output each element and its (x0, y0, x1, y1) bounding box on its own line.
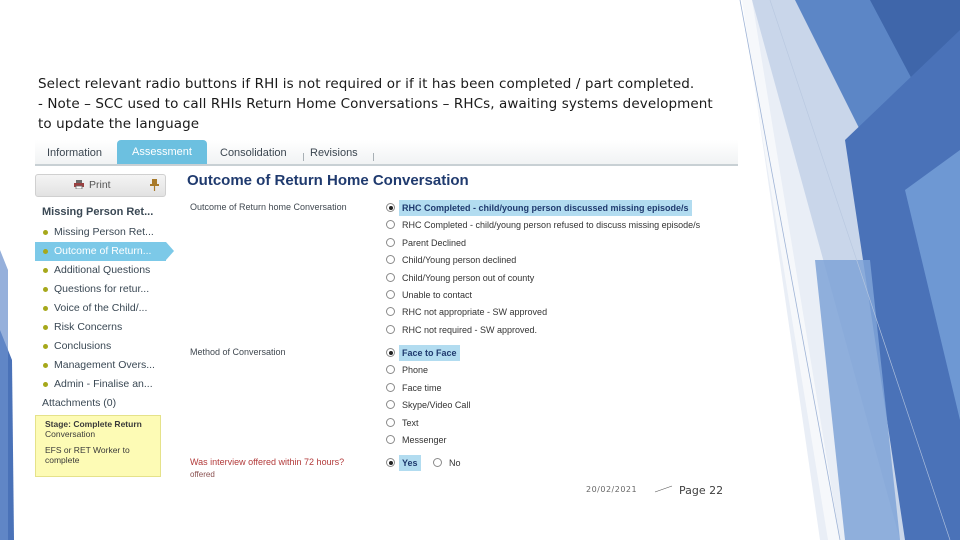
stage-worker-cont: complete (45, 455, 80, 465)
bullet-icon (43, 344, 48, 349)
sidebar-item-label: Management Overs... (54, 359, 155, 371)
radio-option-label: Phone (402, 365, 429, 376)
radio-option-label: Child/Young person declined (402, 255, 517, 266)
sidebar-item-voice-of-child[interactable] (35, 299, 166, 318)
bullet-icon (43, 325, 48, 330)
question-72h-sublabel: offered (190, 470, 215, 479)
app-screenshot (35, 140, 738, 485)
sidebar-item-management-oversight[interactable] (35, 356, 166, 375)
radio-indicator[interactable] (386, 418, 395, 427)
sidebar-item-label: Outcome of Return... (54, 245, 152, 257)
tab-information[interactable]: Information (47, 143, 119, 164)
page-title: Outcome of Return Home Conversation (187, 172, 469, 189)
sidebar-item-admin[interactable] (35, 375, 166, 394)
sidebar-title: Missing Person Ret... (42, 206, 154, 218)
sidebar-item-label: Missing Person Ret... (54, 226, 154, 238)
radio-indicator[interactable] (386, 307, 395, 316)
sidebar (35, 174, 166, 485)
radio-option-label: Child/Young person out of county (402, 272, 535, 283)
radio-option-label: Messenger (402, 435, 447, 445)
stage-label: Stage: Complete Return (45, 419, 142, 429)
radio-indicator[interactable] (386, 255, 395, 264)
bullet-icon (43, 287, 48, 292)
sidebar-item-label: Additional Questions (54, 264, 151, 276)
radio-yes-label: Yes (399, 455, 421, 471)
tab-bar (35, 140, 738, 166)
tab-revisions[interactable]: Revisions (310, 143, 370, 164)
radio-indicator[interactable] (386, 203, 395, 212)
tab-assessment[interactable]: Assessment (117, 140, 207, 164)
radio-option-label: RHC Completed - child/young person discussed missing episode/s (399, 200, 692, 216)
radio-option-label: Skype/Video Call (402, 400, 471, 411)
bullet-icon (43, 249, 48, 254)
radio-indicator[interactable] (386, 435, 395, 444)
radio-indicator[interactable] (433, 458, 442, 467)
radio-indicator[interactable] (386, 400, 395, 409)
radio-option-label: RHC not appropriate - SW approved (402, 307, 548, 318)
radio-option-label: Face to Face (399, 345, 460, 361)
stage-worker: EFS or RET Worker to (45, 445, 130, 455)
radio-option-label: Text (402, 417, 419, 428)
sidebar-item-conclusions[interactable] (35, 337, 166, 356)
footer-page-number: Page 22 (679, 484, 724, 497)
print-bar (35, 174, 166, 197)
radio-indicator[interactable] (386, 273, 395, 282)
sidebar-item-label: Voice of the Child/... (54, 302, 148, 314)
question-outcome-label: Outcome of Return home Conversation (190, 202, 347, 212)
bullet-icon (43, 268, 48, 273)
radio-option-label: RHC Completed - child/young person refused to discuss missing episode/s (402, 220, 701, 231)
bullet-icon (43, 306, 48, 311)
printer-icon[interactable] (74, 180, 84, 189)
radio-indicator[interactable] (386, 348, 395, 357)
attachments-link[interactable]: Attachments (0) (42, 397, 117, 409)
print-button[interactable]: Print (89, 179, 111, 191)
radio-indicator[interactable] (386, 220, 395, 229)
footer-date: 20/02/2021 (586, 485, 638, 494)
instruction-line: - Note – SCC used to call RHIs Return Home Conversations – RHCs, awaiting systems development (38, 96, 713, 112)
sidebar-item-questions-for-return[interactable] (35, 280, 166, 299)
radio-indicator[interactable] (386, 238, 395, 247)
question-method-label: Method of Conversation (190, 347, 286, 357)
radio-option-label: Unable to contact (402, 290, 473, 300)
radio-indicator[interactable] (386, 365, 395, 374)
stage-info-box (35, 415, 161, 477)
sidebar-item-missing-person[interactable] (35, 223, 166, 242)
radio-indicator[interactable] (386, 325, 395, 334)
bullet-icon (43, 363, 48, 368)
radio-option-label: Face time (402, 382, 442, 393)
instruction-line: to update the language (38, 116, 200, 132)
instruction-text (38, 74, 738, 134)
sidebar-item-label: Questions for retur... (54, 283, 150, 295)
question-72h-label: Was interview offered within 72 hours? (190, 457, 345, 467)
instruction-line: Select relevant radio buttons if RHI is not required or if it has been completed / part completed. (38, 76, 695, 92)
sidebar-item-outcome[interactable] (35, 242, 166, 261)
stage-label-cont: Conversation (45, 429, 96, 439)
sidebar-item-risk-concerns[interactable] (35, 318, 166, 337)
bullet-icon (43, 382, 48, 387)
radio-option-label: Parent Declined (402, 237, 467, 248)
radio-indicator[interactable] (386, 290, 395, 299)
sidebar-item-label: Risk Concerns (54, 321, 123, 333)
sidebar-item-additional-questions[interactable] (35, 261, 166, 280)
radio-no-label: No (449, 458, 461, 468)
sidebar-item-label: Admin - Finalise an... (54, 378, 153, 390)
tab-consolidation[interactable]: Consolidation (220, 143, 300, 164)
sidebar-item-label: Conclusions (54, 340, 112, 352)
radio-option-label: RHC not required - SW approved. (402, 324, 538, 335)
pin-icon[interactable] (150, 179, 159, 191)
radio-indicator[interactable] (386, 458, 395, 467)
bullet-icon (43, 230, 48, 235)
radio-indicator[interactable] (386, 383, 395, 392)
